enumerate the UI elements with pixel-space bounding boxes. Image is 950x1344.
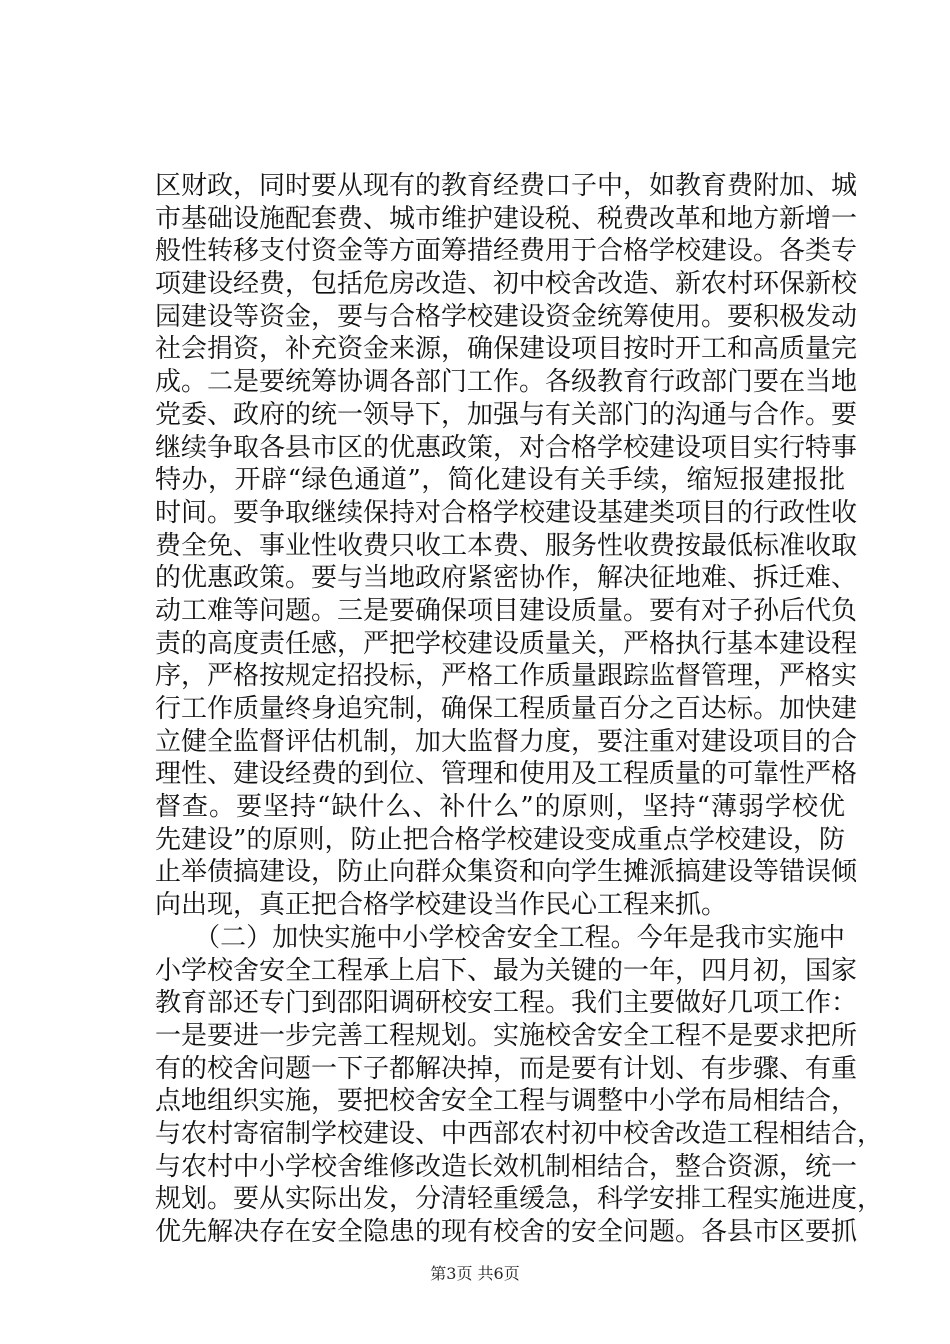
text-line: 教育部还专门到邵阳调研校安工程。我们主要做好几项工作：: [155, 988, 858, 1019]
text-line: 般性转移支付资金等方面筹措经费用于合格学校建设。各类专: [155, 236, 858, 267]
body-text: [155, 170, 884, 1249]
text-line: 继续争取各县市区的优惠政策，对合格学校建设项目实行特事: [155, 432, 858, 463]
text-line: 序，严格按规定招投标，严格工作质量跟踪监督管理，严格实: [155, 661, 858, 692]
text-line: 市基础设施配套费、城市维护建设税、税费改革和地方新增一: [155, 203, 858, 234]
text-line: 立健全监督评估机制，加大监督力度，要注重对建设项目的合: [155, 726, 858, 757]
text-line: 动工难等问题。三是要确保项目建设质量。要有对子孙后代负: [155, 595, 858, 626]
text-line: 的优惠政策。要与当地政府紧密协作，解决征地难、拆迁难、: [155, 563, 858, 594]
text-line: 费全免、事业性收费只收工本费、服务性收费按最低标准收取: [155, 530, 858, 561]
text-line: 区财政，同时要从现有的教育经费口子中，如教育费附加、城: [155, 171, 858, 201]
text-line: 成。二是要统筹协调各部门工作。各级教育行政部门要在当地: [155, 367, 858, 398]
text-line: 有的校舍问题一下子都解决掉，而是要有计划、有步骤、有重: [155, 1053, 858, 1084]
text-line: 先建设”的原则，防止把合格学校建设变成重点学校建设，防: [155, 824, 845, 855]
text-line: 止举债搞建设，防止向群众集资和向学生摊派搞建设等错误倾: [155, 857, 858, 888]
text-line: 特办，开辟“绿色通道”，简化建设有关手续，缩短报建报批: [155, 465, 845, 496]
text-line: 责的高度责任感，严把学校建设质量关，严格执行基本建设程: [155, 628, 858, 659]
text-line: 点地组织实施，要把校舍安全工程与调整中小学布局相结合，: [155, 1086, 858, 1117]
text-line: 党委、政府的统一领导下，加强与有关部门的沟通与合作。要: [155, 399, 858, 430]
page-number-footer: 第3页 共6页: [430, 1264, 520, 1283]
text-line: 与农村中小学校舍维修改造长效机制相结合，整合资源，统一: [155, 1151, 858, 1182]
text-line: 园建设等资金，要与合格学校建设资金统筹使用。要积极发动: [155, 301, 858, 332]
text-line: 督查。要坚持“缺什么、补什么”的原则，坚持“薄弱学校优: [155, 792, 845, 823]
text-line: 理性、建设经费的到位、管理和使用及工程质量的可靠性严格: [155, 759, 858, 790]
text-line: 规划。要从实际出发，分清轻重缓急，科学安排工程实施进度，: [155, 1184, 884, 1215]
text-line: 一是要进一步完善工程规划。实施校舍安全工程不是要求把所: [155, 1020, 858, 1051]
text-line: 与农村寄宿制学校建设、中西部农村初中校舍改造工程相结合，: [155, 1118, 884, 1149]
paragraph-end-line: 向出现，真正把合格学校建设当作民心工程来抓。: [155, 890, 728, 921]
text-line: 小学校舍安全工程承上启下、最为关键的一年，四月初，国家: [155, 955, 858, 986]
text-line: 优先解决存在安全隐患的现有校舍的安全问题。各县市区要抓: [155, 1217, 858, 1247]
text-line: 时间。要争取继续保持对合格学校建设基建类项目的行政性收: [155, 497, 858, 528]
text-line: 社会捐资，补充资金来源，确保建设项目按时开工和高质量完: [155, 334, 858, 365]
text-line: （二）加快实施中小学校舍安全工程。今年是我市实施中: [155, 922, 845, 953]
text-line: 行工作质量终身追究制，确保工程质量百分之百达标。加快建: [155, 694, 858, 724]
text-line: 项建设经费，包括危房改造、初中校舍改造、新农村环保新校: [155, 269, 858, 300]
